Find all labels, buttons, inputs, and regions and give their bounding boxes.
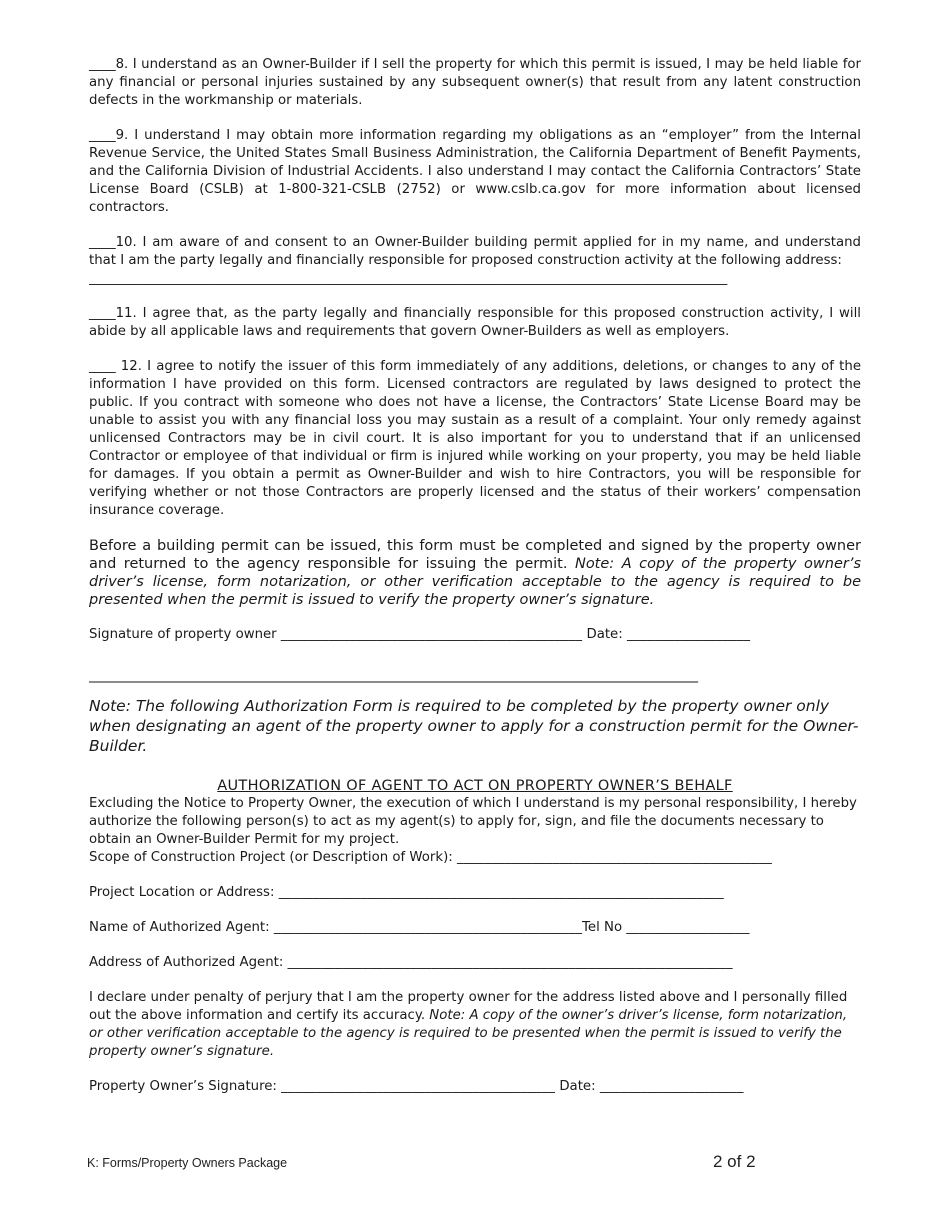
permit-instructions-note: Note: A copy of the property owner’s driver’s license, form notarization, or other verification acceptable to the agency is required to be presented when the permit is issued to verify the property owner’s signature. xyxy=(89,556,861,608)
agent-address-label: Address of Authorized Agent: xyxy=(89,955,288,970)
agent-address-row xyxy=(89,954,861,972)
owner-signature-row xyxy=(89,626,861,644)
property-owner-signature-field[interactable]: ________________________________________ xyxy=(281,1079,556,1094)
page-number: 2 of 2 xyxy=(713,1152,756,1171)
scope-label: Scope of Construction Project (or Description of Work): xyxy=(89,850,457,865)
scope-field[interactable]: ______________________________________________ xyxy=(456,850,773,865)
scope-row xyxy=(89,849,861,867)
authorization-note: Note: The following Authorization Form is required to be completed by the property owner only when designating an agent of the property owner to apply for a construction permit for the Owner-Builder. xyxy=(89,697,859,755)
item-10-text: ____10. I am aware of and consent to an Owner-Builder building permit applied for in my name, and understand that I am the party legally and financially responsible for proposed construction activity at the following address: xyxy=(89,235,861,268)
property-owner-date-label: Date: xyxy=(555,1079,600,1094)
location-label: Project Location or Address: xyxy=(89,885,279,900)
section-separator: ____________________________________________________________________________________ xyxy=(89,667,698,683)
item-9-text: ____9. I understand I may obtain more information regarding my obligations as an “employer” from the Internal Revenue Service, the United States Small Business Administration, the California Department of Benefit Payments, and the California Division of Industrial Accidents. I also understand I may contact the California Contractors’ State License Board (CSLB) at 1-800-321-CSLB (2752) or www.cslb.ca.gov for more information about licensed contractors. xyxy=(89,128,861,215)
declaration-note: Note: A copy of the owner’s driver’s license, form notarization, or other verification acceptable to the agency is required to be presented when the permit is issued to verify the property owner’s signature. xyxy=(89,1008,848,1059)
owner-signature-label: Signature of property owner xyxy=(89,627,281,642)
tel-label: Tel No xyxy=(582,920,627,935)
agent-address-field[interactable]: _________________________________________________________________ xyxy=(287,955,733,970)
property-owner-signature-row xyxy=(89,1078,861,1096)
permit-instructions xyxy=(89,537,861,609)
location-field[interactable]: _________________________________________________________________ xyxy=(278,885,724,900)
authorization-body: Excluding the Notice to Property Owner, the execution of which I understand is my personal responsibility, I hereby authorize the following person(s) to act as my agent(s) to apply for, sign, and file the documents necessary to obtain an Owner-Builder Permit for my project. xyxy=(89,796,857,847)
owner-date-field[interactable]: __________________ xyxy=(626,627,751,642)
location-row xyxy=(89,884,861,902)
declaration xyxy=(89,989,861,1061)
item-12-text: ____ 12. I agree to notify the issuer of this form immediately of any additions, deletions, or changes to any of the information I have provided on this form. Licensed contractors are regulated by laws designed to protect the public. If you contract with someone who does not have a license, the Contractors’ State License Board may be unable to assist you with any financial loss you may sustain as a result of a complaint. Your only remedy against unlicensed Contractors may be in civil court. It is also important for you to understand that if an unlicensed Contractor or employee of that individual or firm is injured while working on your property, you may be held liable for damages. If you obtain a permit as Owner-Builder and wish to hire Contractors, you will be responsible for verifying whether or not those Contractors are properly licensed and the status of their workers’ compensation insurance coverage. xyxy=(89,359,861,518)
property-owner-signature-label: Property Owner’s Signature: xyxy=(89,1079,282,1094)
permit-instructions-text: Before a building permit can be issued, this form must be completed and signed by the property owner and returned to the agency responsible for issuing the permit. xyxy=(89,538,861,572)
footer-path: K: Forms/Property Owners Package xyxy=(87,1156,288,1170)
agent-name-row xyxy=(89,919,861,937)
property-owner-date-field[interactable]: _____________________ xyxy=(599,1079,744,1094)
document-page xyxy=(89,56,861,1096)
declaration-text: I declare under penalty of perjury that I am the property owner for the address listed above and I personally filled out the above information and certify its accuracy. xyxy=(89,990,848,1023)
item-8-text: ____8. I understand as an Owner-Builder if I sell the property for which this permit is issued, I may be held liable for any financial or personal injuries sustained by any subsequent owner(s) that result from any latent construction defects in the workmanship or materials. xyxy=(89,57,861,108)
agent-name-label: Name of Authorized Agent: xyxy=(89,920,274,935)
owner-signature-field[interactable]: ____________________________________________ xyxy=(280,627,583,642)
owner-date-label: Date: xyxy=(582,627,627,642)
authorization-title: AUTHORIZATION OF AGENT TO ACT ON PROPERTY OWNER’S BEHALF xyxy=(217,778,733,794)
address-blank-line[interactable]: ________________________________________________________________________________________________ xyxy=(89,271,728,286)
tel-field[interactable]: __________________ xyxy=(626,920,750,935)
agent-name-field[interactable]: _____________________________________________ xyxy=(273,920,583,935)
item-11-text: ____11. I agree that, as the party legally and financially responsible for this proposed construction activity, I will abide by all applicable laws and requirements that govern Owner-Builders as well as employers. xyxy=(89,306,861,339)
